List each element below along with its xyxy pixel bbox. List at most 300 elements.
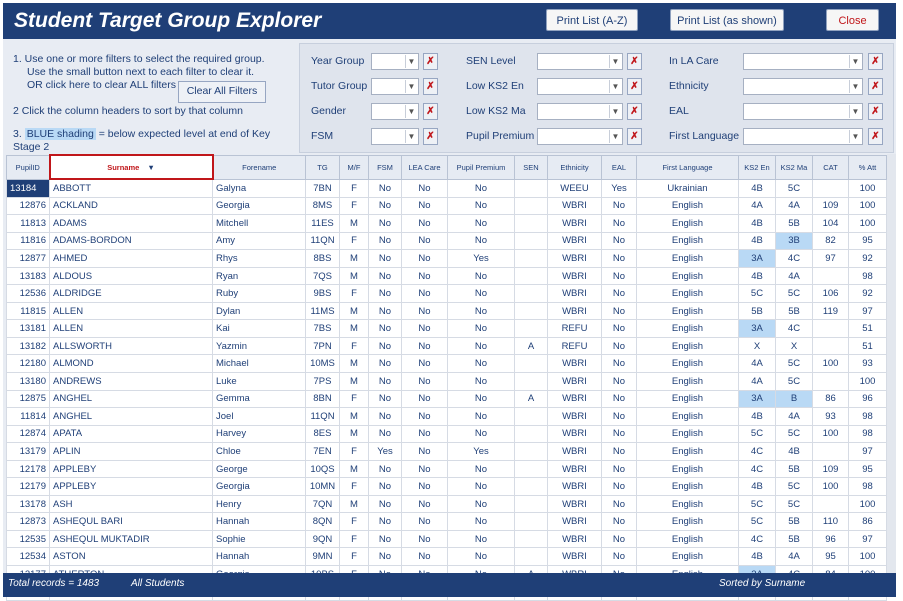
cell-eal[interactable]: No	[602, 320, 637, 338]
cell-sen[interactable]	[515, 495, 548, 513]
cell-ethnicity[interactable]: WBRI	[548, 425, 602, 443]
cell--att[interactable]: 100	[849, 197, 887, 215]
table-row[interactable]	[7, 197, 887, 215]
cell-tg[interactable]: 7EN	[306, 443, 340, 461]
cell-first-language[interactable]: English	[637, 302, 739, 320]
low-ks2-en-select[interactable]	[537, 78, 623, 95]
table-row[interactable]	[7, 390, 887, 408]
cell-surname[interactable]: AHMED	[50, 250, 213, 268]
cell--att[interactable]: 97	[849, 302, 887, 320]
cell-pupil-premium[interactable]: No	[448, 530, 515, 548]
cell-tg[interactable]: 7QN	[306, 495, 340, 513]
cell-ethnicity[interactable]: WBRI	[548, 215, 602, 233]
clear-low-ks2-ma-button[interactable]: ✗	[627, 103, 642, 120]
cell-lea-care[interactable]: No	[402, 232, 448, 250]
cell-lea-care[interactable]: No	[402, 373, 448, 391]
cell-m-f[interactable]: M	[340, 460, 369, 478]
cell-fsm[interactable]: No	[369, 408, 402, 426]
cell-tg[interactable]: 9MN	[306, 548, 340, 566]
cell-lea-care[interactable]: No	[402, 548, 448, 566]
cell-cat[interactable]	[813, 179, 849, 197]
cell-fsm[interactable]: No	[369, 320, 402, 338]
cell-sen[interactable]	[515, 250, 548, 268]
cell-fsm[interactable]: No	[369, 179, 402, 197]
cell-pupil-premium[interactable]: No	[448, 215, 515, 233]
cell-ks2-en[interactable]: 4A	[739, 197, 776, 215]
cell-m-f[interactable]: M	[340, 215, 369, 233]
cell-surname[interactable]: ASH	[50, 495, 213, 513]
clear-gender-button[interactable]: ✗	[423, 103, 438, 120]
cell-first-language[interactable]: English	[637, 478, 739, 496]
cell-cat[interactable]: 97	[813, 250, 849, 268]
cell-eal[interactable]: No	[602, 530, 637, 548]
cell-surname[interactable]: ABBOTT	[50, 179, 213, 197]
cell-pupilid[interactable]: 12876	[7, 197, 50, 215]
cell-first-language[interactable]: English	[637, 337, 739, 355]
pupil-premium-select[interactable]	[537, 128, 623, 145]
cell-tg[interactable]: 8BN	[306, 390, 340, 408]
cell-ks2-ma[interactable]: 5C	[776, 285, 813, 303]
column-header-ks2-ma[interactable]	[776, 155, 813, 179]
cell-ks2-ma[interactable]: 5C	[776, 478, 813, 496]
cell-fsm[interactable]: No	[369, 495, 402, 513]
cell-first-language[interactable]: English	[637, 285, 739, 303]
cell-lea-care[interactable]: No	[402, 408, 448, 426]
table-row[interactable]	[7, 285, 887, 303]
cell-tg[interactable]: 11MS	[306, 302, 340, 320]
cell-lea-care[interactable]: No	[402, 530, 448, 548]
column-header-forename[interactable]	[213, 155, 306, 179]
table-row[interactable]	[7, 548, 887, 566]
cell--att[interactable]: 98	[849, 425, 887, 443]
cell-sen[interactable]	[515, 530, 548, 548]
cell-lea-care[interactable]: No	[402, 513, 448, 531]
cell-ks2-en[interactable]: 4B	[739, 548, 776, 566]
cell-eal[interactable]: No	[602, 232, 637, 250]
cell-fsm[interactable]: No	[369, 250, 402, 268]
cell-eal[interactable]: No	[602, 285, 637, 303]
cell--att[interactable]: 93	[849, 355, 887, 373]
cell-ethnicity[interactable]: WEEU	[548, 179, 602, 197]
cell-ks2-en[interactable]: 4A	[739, 355, 776, 373]
cell-pupil-premium[interactable]: No	[448, 408, 515, 426]
cell-lea-care[interactable]: No	[402, 267, 448, 285]
cell-sen[interactable]	[515, 513, 548, 531]
cell-first-language[interactable]: English	[637, 320, 739, 338]
column-header-ethnicity[interactable]	[548, 155, 602, 179]
cell-cat[interactable]: 104	[813, 215, 849, 233]
cell-pupilid[interactable]: 12179	[7, 478, 50, 496]
cell-forename[interactable]: Dylan	[213, 302, 306, 320]
cell-ks2-en[interactable]: 4A	[739, 373, 776, 391]
cell-surname[interactable]: ANGHEL	[50, 408, 213, 426]
cell-ks2-ma[interactable]: 3B	[776, 232, 813, 250]
cell-cat[interactable]: 82	[813, 232, 849, 250]
cell-m-f[interactable]: F	[340, 232, 369, 250]
cell-cat[interactable]: 119	[813, 302, 849, 320]
cell-lea-care[interactable]: No	[402, 390, 448, 408]
cell-cat[interactable]: 96	[813, 530, 849, 548]
cell-cat[interactable]	[813, 267, 849, 285]
cell-tg[interactable]: 10MS	[306, 355, 340, 373]
cell-pupilid[interactable]: 11813	[7, 215, 50, 233]
cell-lea-care[interactable]: No	[402, 215, 448, 233]
cell-ks2-ma[interactable]: 5B	[776, 215, 813, 233]
cell-sen[interactable]	[515, 302, 548, 320]
cell-forename[interactable]: Sophie	[213, 530, 306, 548]
cell-pupilid[interactable]: 12874	[7, 425, 50, 443]
cell-ks2-ma[interactable]: 5B	[776, 302, 813, 320]
table-row[interactable]	[7, 513, 887, 531]
cell-pupil-premium[interactable]: No	[448, 425, 515, 443]
cell-ethnicity[interactable]: WBRI	[548, 390, 602, 408]
cell-sen[interactable]	[515, 320, 548, 338]
column-header-sen[interactable]	[515, 155, 548, 179]
cell-surname[interactable]: ASHEQUL MUKTADIR	[50, 530, 213, 548]
cell-ks2-en[interactable]: X	[739, 337, 776, 355]
cell-ks2-ma[interactable]: 4A	[776, 408, 813, 426]
cell-ks2-ma[interactable]: B	[776, 390, 813, 408]
cell--att[interactable]: 51	[849, 337, 887, 355]
cell-eal[interactable]: No	[602, 495, 637, 513]
table-row[interactable]	[7, 425, 887, 443]
cell-lea-care[interactable]: No	[402, 355, 448, 373]
cell-fsm[interactable]: No	[369, 215, 402, 233]
cell-pupilid[interactable]: 11814	[7, 408, 50, 426]
cell-pupilid[interactable]: 13178	[7, 495, 50, 513]
cell-pupil-premium[interactable]: No	[448, 478, 515, 496]
cell-forename[interactable]: Ruby	[213, 285, 306, 303]
clear-in-la-care-button[interactable]: ✗	[868, 53, 883, 70]
cell-eal[interactable]: No	[602, 215, 637, 233]
clear-sen-level-button[interactable]: ✗	[627, 53, 642, 70]
cell-surname[interactable]: ALLSWORTH	[50, 337, 213, 355]
table-row[interactable]	[7, 530, 887, 548]
cell-first-language[interactable]: English	[637, 250, 739, 268]
cell-tg[interactable]: 8MS	[306, 197, 340, 215]
cell-forename[interactable]: Mitchell	[213, 215, 306, 233]
cell-forename[interactable]: Michael	[213, 355, 306, 373]
cell-surname[interactable]: ANDREWS	[50, 373, 213, 391]
cell-m-f[interactable]: F	[340, 443, 369, 461]
cell-fsm[interactable]: No	[369, 302, 402, 320]
cell-ks2-ma[interactable]: 4A	[776, 548, 813, 566]
cell-surname[interactable]: APLIN	[50, 443, 213, 461]
cell-surname[interactable]: ALMOND	[50, 355, 213, 373]
cell-ethnicity[interactable]: WBRI	[548, 408, 602, 426]
cell-pupilid[interactable]: 12873	[7, 513, 50, 531]
cell-m-f[interactable]: F	[340, 530, 369, 548]
cell-first-language[interactable]: English	[637, 197, 739, 215]
cell-ks2-en[interactable]: 5B	[739, 302, 776, 320]
cell-tg[interactable]: 10QS	[306, 460, 340, 478]
cell-sen[interactable]	[515, 408, 548, 426]
cell--att[interactable]: 95	[849, 460, 887, 478]
cell-tg[interactable]: 11QN	[306, 232, 340, 250]
cell-eal[interactable]: No	[602, 478, 637, 496]
cell--att[interactable]: 98	[849, 408, 887, 426]
cell-fsm[interactable]: No	[369, 373, 402, 391]
cell-ks2-en[interactable]: 5C	[739, 425, 776, 443]
print-as-shown-button[interactable]: Print List (as shown)	[670, 9, 784, 31]
cell--att[interactable]: 100	[849, 495, 887, 513]
cell-forename[interactable]: Hannah	[213, 513, 306, 531]
cell--att[interactable]: 97	[849, 443, 887, 461]
cell-cat[interactable]: 106	[813, 285, 849, 303]
cell-sen[interactable]	[515, 355, 548, 373]
table-row[interactable]	[7, 215, 887, 233]
cell--att[interactable]: 92	[849, 250, 887, 268]
cell-forename[interactable]: Harvey	[213, 425, 306, 443]
cell-cat[interactable]: 95	[813, 548, 849, 566]
cell-forename[interactable]: Kai	[213, 320, 306, 338]
cell-cat[interactable]	[813, 495, 849, 513]
table-row[interactable]	[7, 250, 887, 268]
cell-ethnicity[interactable]: WBRI	[548, 495, 602, 513]
cell-pupilid[interactable]: 12877	[7, 250, 50, 268]
cell-lea-care[interactable]: No	[402, 443, 448, 461]
gender-select[interactable]	[371, 103, 419, 120]
cell-pupil-premium[interactable]: No	[448, 267, 515, 285]
cell-m-f[interactable]: M	[340, 425, 369, 443]
eal-select[interactable]	[743, 103, 863, 120]
cell-pupil-premium[interactable]: No	[448, 495, 515, 513]
cell-lea-care[interactable]: No	[402, 320, 448, 338]
cell-pupil-premium[interactable]: Yes	[448, 250, 515, 268]
print-az-button[interactable]: Print List (A-Z)	[546, 9, 638, 31]
cell-ks2-ma[interactable]: 5C	[776, 355, 813, 373]
cell-pupil-premium[interactable]: No	[448, 460, 515, 478]
table-row[interactable]	[7, 355, 887, 373]
cell--att[interactable]: 100	[849, 373, 887, 391]
cell-forename[interactable]: Rhys	[213, 250, 306, 268]
cell-eal[interactable]: No	[602, 250, 637, 268]
cell-m-f[interactable]: F	[340, 337, 369, 355]
cell-surname[interactable]: ASHEQUL BARI	[50, 513, 213, 531]
cell-cat[interactable]: 100	[813, 478, 849, 496]
table-row[interactable]	[7, 443, 887, 461]
cell-pupil-premium[interactable]: No	[448, 513, 515, 531]
cell-eal[interactable]: Yes	[602, 179, 637, 197]
cell-ks2-ma[interactable]: 4A	[776, 197, 813, 215]
cell-m-f[interactable]: M	[340, 495, 369, 513]
cell-ks2-ma[interactable]: 5B	[776, 513, 813, 531]
cell-eal[interactable]: No	[602, 267, 637, 285]
cell-surname[interactable]: ASTON	[50, 548, 213, 566]
cell-fsm[interactable]: No	[369, 197, 402, 215]
cell-pupilid[interactable]: 12535	[7, 530, 50, 548]
cell-m-f[interactable]: F	[340, 478, 369, 496]
table-row[interactable]	[7, 267, 887, 285]
column-header-eal[interactable]	[602, 155, 637, 179]
cell-cat[interactable]: 109	[813, 460, 849, 478]
cell-forename[interactable]: Luke	[213, 373, 306, 391]
cell-ks2-ma[interactable]: 5C	[776, 425, 813, 443]
table-row[interactable]	[7, 408, 887, 426]
table-row[interactable]	[7, 337, 887, 355]
cell-first-language[interactable]: English	[637, 460, 739, 478]
cell-tg[interactable]: 9QN	[306, 530, 340, 548]
cell-fsm[interactable]: No	[369, 355, 402, 373]
cell-first-language[interactable]: English	[637, 443, 739, 461]
cell-first-language[interactable]: English	[637, 425, 739, 443]
sen-level-select[interactable]	[537, 53, 623, 70]
cell-fsm[interactable]: No	[369, 390, 402, 408]
cell-fsm[interactable]: No	[369, 232, 402, 250]
cell-m-f[interactable]: F	[340, 513, 369, 531]
cell-lea-care[interactable]: No	[402, 495, 448, 513]
cell-tg[interactable]: 10MN	[306, 478, 340, 496]
cell-ethnicity[interactable]: REFU	[548, 320, 602, 338]
cell-lea-care[interactable]: No	[402, 425, 448, 443]
cell--att[interactable]: 86	[849, 513, 887, 531]
cell-forename[interactable]: Henry	[213, 495, 306, 513]
cell--att[interactable]: 98	[849, 267, 887, 285]
cell-ks2-en[interactable]: 5C	[739, 285, 776, 303]
cell-pupil-premium[interactable]: Yes	[448, 443, 515, 461]
cell--att[interactable]: 95	[849, 232, 887, 250]
cell-sen[interactable]: A	[515, 390, 548, 408]
clear-ethnicity-button[interactable]: ✗	[868, 78, 883, 95]
tutor-group-select[interactable]	[371, 78, 419, 95]
cell-tg[interactable]: 7PN	[306, 337, 340, 355]
cell--att[interactable]: 100	[849, 179, 887, 197]
cell-cat[interactable]: 109	[813, 197, 849, 215]
cell-ks2-ma[interactable]: 4B	[776, 443, 813, 461]
cell-pupilid[interactable]: 12875	[7, 390, 50, 408]
year-group-select[interactable]	[371, 53, 419, 70]
cell-surname[interactable]: ALDOUS	[50, 267, 213, 285]
cell-fsm[interactable]: Yes	[369, 443, 402, 461]
cell-ks2-en[interactable]: 5C	[739, 513, 776, 531]
cell-ethnicity[interactable]: WBRI	[548, 373, 602, 391]
cell-first-language[interactable]: English	[637, 215, 739, 233]
cell-sen[interactable]	[515, 373, 548, 391]
cell-fsm[interactable]: No	[369, 460, 402, 478]
cell-pupilid[interactable]: 11816	[7, 232, 50, 250]
table-row[interactable]	[7, 179, 887, 197]
cell-lea-care[interactable]: No	[402, 302, 448, 320]
column-header-tg[interactable]	[306, 155, 340, 179]
cell-pupilid[interactable]: 13179	[7, 443, 50, 461]
cell-ethnicity[interactable]: WBRI	[548, 478, 602, 496]
cell-m-f[interactable]: F	[340, 548, 369, 566]
cell-ks2-en[interactable]: 4B	[739, 215, 776, 233]
table-row[interactable]	[7, 373, 887, 391]
cell-fsm[interactable]: No	[369, 530, 402, 548]
cell-ethnicity[interactable]: WBRI	[548, 513, 602, 531]
cell-first-language[interactable]: English	[637, 232, 739, 250]
cell-ethnicity[interactable]: WBRI	[548, 302, 602, 320]
cell-ks2-en[interactable]: 4C	[739, 530, 776, 548]
cell-cat[interactable]: 110	[813, 513, 849, 531]
cell-tg[interactable]: 7QS	[306, 267, 340, 285]
cell-ks2-en[interactable]: 5C	[739, 495, 776, 513]
cell-tg[interactable]: 8ES	[306, 425, 340, 443]
cell-cat[interactable]: 100	[813, 425, 849, 443]
cell-pupil-premium[interactable]: No	[448, 232, 515, 250]
cell-pupilid[interactable]: 11815	[7, 302, 50, 320]
first-language-select[interactable]	[743, 128, 863, 145]
cell-ks2-en[interactable]: 4C	[739, 443, 776, 461]
column-header-cat[interactable]	[813, 155, 849, 179]
cell-ks2-ma[interactable]: 4C	[776, 250, 813, 268]
cell-pupil-premium[interactable]: No	[448, 197, 515, 215]
cell-tg[interactable]: 11ES	[306, 215, 340, 233]
cell-ethnicity[interactable]: REFU	[548, 337, 602, 355]
cell-sen[interactable]	[515, 285, 548, 303]
cell-ethnicity[interactable]: WBRI	[548, 443, 602, 461]
cell-sen[interactable]	[515, 215, 548, 233]
column-header-fsm[interactable]	[369, 155, 402, 179]
cell-pupil-premium[interactable]: No	[448, 390, 515, 408]
cell-sen[interactable]	[515, 179, 548, 197]
cell-sen[interactable]	[515, 197, 548, 215]
cell-m-f[interactable]: M	[340, 250, 369, 268]
cell-lea-care[interactable]: No	[402, 179, 448, 197]
cell--att[interactable]: 100	[849, 215, 887, 233]
cell-surname[interactable]: APPLEBY	[50, 460, 213, 478]
cell-lea-care[interactable]: No	[402, 337, 448, 355]
cell-pupil-premium[interactable]: No	[448, 285, 515, 303]
cell-m-f[interactable]: F	[340, 179, 369, 197]
cell-eal[interactable]: No	[602, 513, 637, 531]
cell-cat[interactable]	[813, 320, 849, 338]
cell-forename[interactable]: Gemma	[213, 390, 306, 408]
clear-all-filters-button[interactable]: Clear All Filters	[178, 81, 266, 103]
cell-surname[interactable]: ALLEN	[50, 302, 213, 320]
cell-forename[interactable]: Georgia	[213, 478, 306, 496]
cell-eal[interactable]: No	[602, 443, 637, 461]
cell-fsm[interactable]: No	[369, 267, 402, 285]
cell-tg[interactable]: 8QN	[306, 513, 340, 531]
cell-cat[interactable]: 100	[813, 355, 849, 373]
cell-ks2-en[interactable]: 4B	[739, 408, 776, 426]
clear-fsm-button[interactable]: ✗	[423, 128, 438, 145]
ethnicity-select[interactable]	[743, 78, 863, 95]
clear-pupil-premium-button[interactable]: ✗	[627, 128, 642, 145]
close-button[interactable]: Close	[826, 9, 879, 31]
cell-ks2-en[interactable]: 4B	[739, 179, 776, 197]
table-row[interactable]	[7, 232, 887, 250]
cell-ethnicity[interactable]: WBRI	[548, 250, 602, 268]
cell-pupilid[interactable]: 12178	[7, 460, 50, 478]
cell-fsm[interactable]: No	[369, 478, 402, 496]
cell-pupil-premium[interactable]: No	[448, 179, 515, 197]
cell-surname[interactable]: ANGHEL	[50, 390, 213, 408]
cell-sen[interactable]	[515, 548, 548, 566]
cell-cat[interactable]	[813, 443, 849, 461]
cell-m-f[interactable]: M	[340, 373, 369, 391]
cell-ethnicity[interactable]: WBRI	[548, 548, 602, 566]
cell-pupil-premium[interactable]: No	[448, 373, 515, 391]
cell-forename[interactable]: Hannah	[213, 548, 306, 566]
cell--att[interactable]: 97	[849, 530, 887, 548]
cell--att[interactable]: 51	[849, 320, 887, 338]
cell--att[interactable]: 100	[849, 548, 887, 566]
cell-sen[interactable]	[515, 460, 548, 478]
cell-sen[interactable]: A	[515, 337, 548, 355]
cell-first-language[interactable]: English	[637, 548, 739, 566]
cell-m-f[interactable]: M	[340, 267, 369, 285]
cell-ks2-ma[interactable]: 5C	[776, 495, 813, 513]
cell-surname[interactable]: ACKLAND	[50, 197, 213, 215]
cell-tg[interactable]: 7BS	[306, 320, 340, 338]
column-header-first-language[interactable]	[637, 155, 739, 179]
cell-fsm[interactable]: No	[369, 513, 402, 531]
cell-surname[interactable]: ALLEN	[50, 320, 213, 338]
cell-first-language[interactable]: English	[637, 513, 739, 531]
